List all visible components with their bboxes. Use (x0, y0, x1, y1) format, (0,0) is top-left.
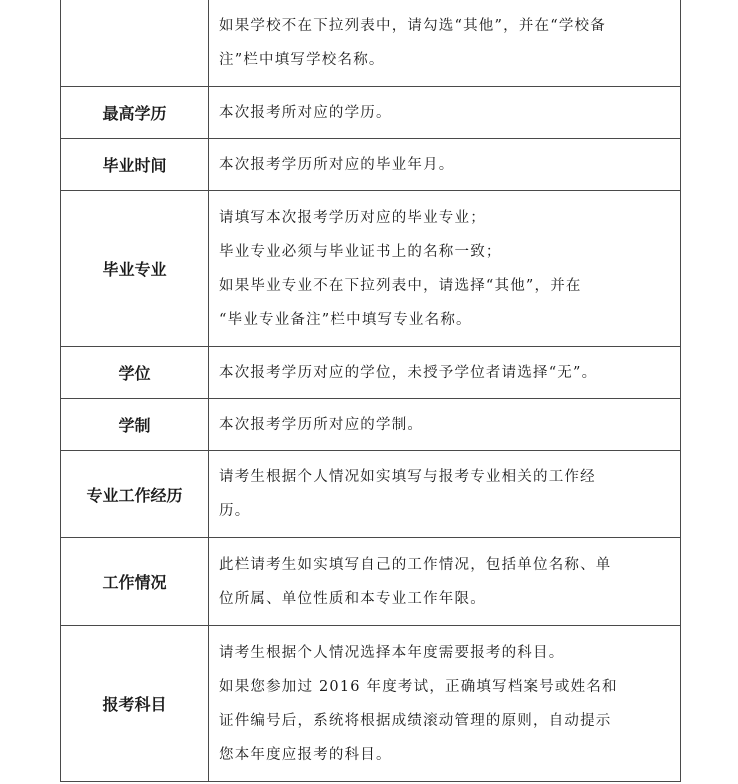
table-row-exam-subjects (61, 626, 681, 782)
table-row-degree (61, 347, 681, 399)
description-line: 证件编号后，系统将根据成绩滚动管理的原则，自动提示 (219, 712, 612, 729)
row-description (209, 538, 681, 626)
table-row-work-status (61, 538, 681, 626)
description-line: 本次报考所对应的学历。 (219, 104, 392, 121)
description-line: 本次报考学历所对应的学制。 (219, 416, 424, 433)
description-line: 如果毕业专业不在下拉列表中，请选择“其他”，并在 (219, 277, 582, 294)
description-line: 请填写本次报考学历对应的毕业专业； (219, 209, 486, 226)
row-description (209, 451, 681, 538)
instructions-table (60, 0, 681, 782)
description-line: 本次报考学历对应的学位，未授予学位者请选择“无”。 (219, 364, 598, 381)
description-line: 此栏请考生如实填写自己的工作情况，包括单位名称、单 (219, 556, 612, 573)
description-line: 位所属、单位性质和本专业工作年限。 (219, 590, 486, 607)
table-row-graduation-major (61, 191, 681, 347)
description-line: 毕业专业必须与毕业证书上的名称一致； (219, 243, 502, 260)
table-row-highest-education (61, 87, 681, 139)
table-row-work-experience (61, 451, 681, 538)
row-label: 学制 (61, 399, 209, 451)
description-line: 注”栏中填写学校名称。 (219, 51, 385, 68)
description-line: 如果学校不在下拉列表中，请勾选“其他”，并在“学校备 (219, 17, 606, 34)
description-line: 请考生根据个人情况如实填写与报考专业相关的工作经 (219, 469, 596, 485)
row-description (209, 0, 681, 87)
row-description (209, 399, 681, 451)
row-description (209, 347, 681, 399)
table-row-school (61, 0, 681, 87)
row-label: 专业工作经历 (61, 451, 209, 538)
description-line: 如果您参加过 2016 年度考试，正确填写档案号或姓名和 (219, 678, 618, 695)
description-line: 历。 (219, 503, 251, 519)
row-description (209, 626, 681, 782)
row-label: 报考科目 (61, 626, 209, 782)
row-label (61, 0, 209, 87)
row-label: 学位 (61, 347, 209, 399)
row-label: 毕业时间 (61, 139, 209, 191)
description-line: “毕业专业备注”栏中填写专业名称。 (219, 311, 472, 328)
table-row-graduation-time (61, 139, 681, 191)
row-label: 工作情况 (61, 538, 209, 626)
description-line: 您本年度应报考的科目。 (219, 746, 392, 763)
description-line: 请考生根据个人情况选择本年度需要报考的科目。 (219, 644, 565, 661)
row-label: 最高学历 (61, 87, 209, 139)
row-description (209, 191, 681, 347)
row-description (209, 87, 681, 139)
description-line: 本次报考学历所对应的毕业年月。 (219, 156, 455, 173)
row-description (209, 139, 681, 191)
row-label: 毕业专业 (61, 191, 209, 347)
table-row-study-length (61, 399, 681, 451)
